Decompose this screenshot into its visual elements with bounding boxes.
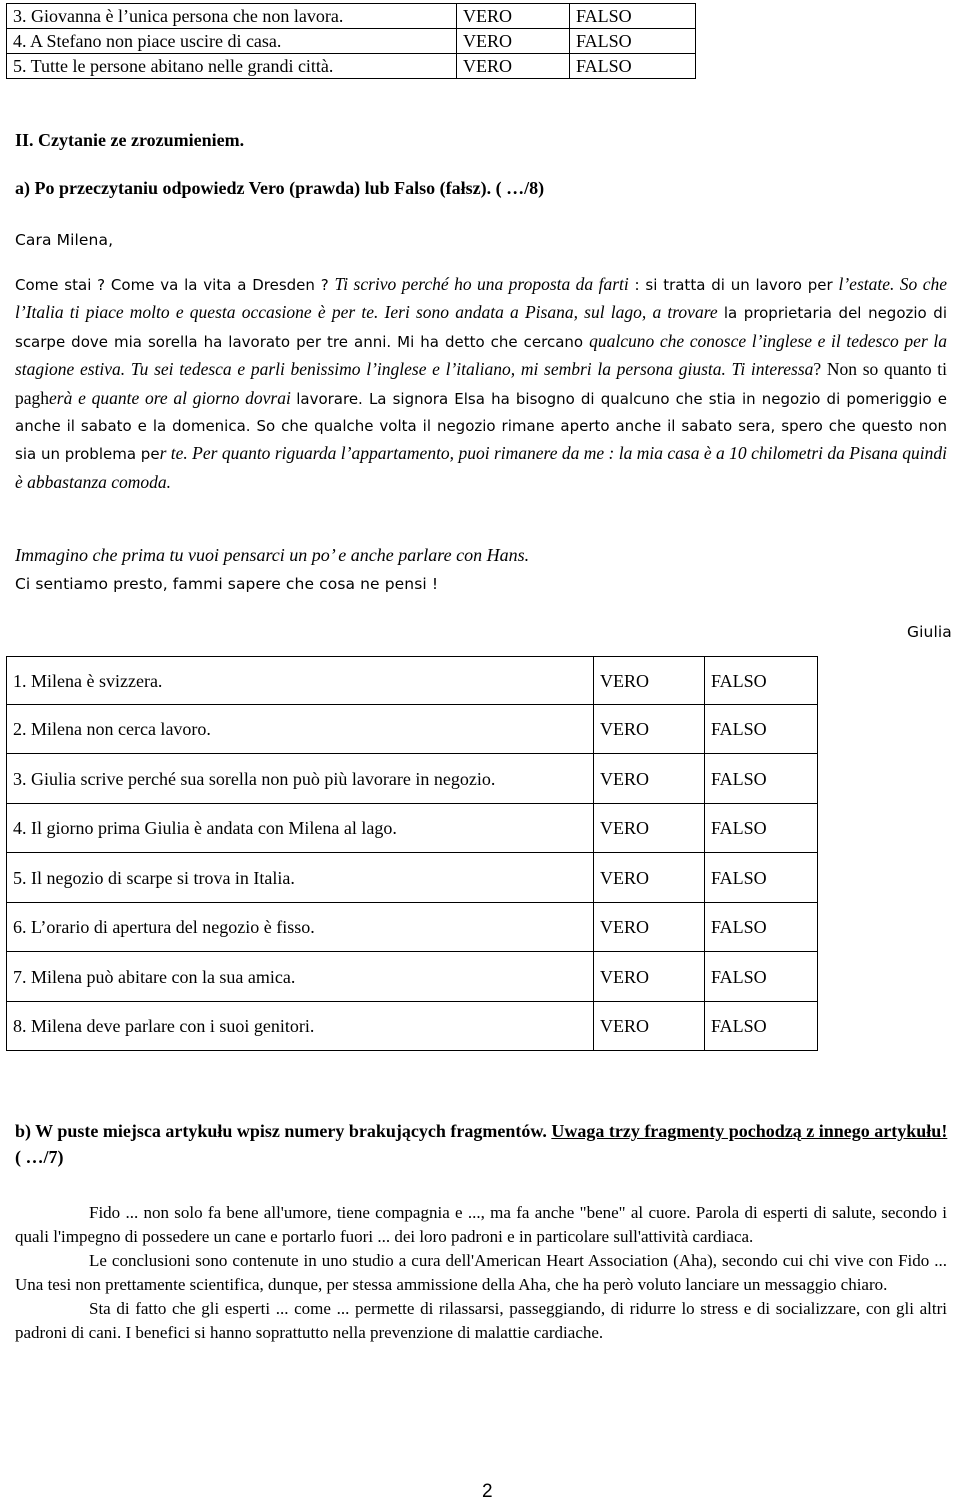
letter-text: la proprietaria del negozio di scarpe dove mia sorella ha lavorato per tre anni. Mi ha detto che cercano bbox=[15, 304, 947, 351]
statement-cell: 4. Il giorno prima Giulia è andata con Milena al lago. bbox=[7, 804, 594, 853]
letter-closing-italic: Immagino che prima tu vuoi pensarci un po’ e anche parlare con Hans. bbox=[15, 545, 530, 565]
task-a-instruction: a) Po przeczytaniu odpowiedz Vero (prawda) lub Falso (fałsz). ( …/8) bbox=[15, 178, 545, 198]
task-b-warning: Uwaga trzy fragmenty pochodzą z innego artykułu! bbox=[551, 1121, 948, 1141]
letter-salutation: Cara Milena, bbox=[15, 231, 114, 249]
article-paragraph: Sta di fatto che gli esperti ... come ... permette di rilassarsi, passeggiando, di ridurre lo stress e di socializzare, con gli altri padroni di cani. I benefici si hanno soprattutto nella prevenzione di malattie cardiache. bbox=[15, 1299, 947, 1342]
falso-cell: FALSO bbox=[705, 705, 818, 754]
statement-cell: 5. Il negozio di scarpe si trova in Italia. bbox=[7, 853, 594, 903]
letter-text: : si tratta di un lavoro per bbox=[628, 276, 839, 294]
vero-cell: VERO bbox=[457, 4, 570, 29]
statement-cell: 6. L’orario di apertura del negozio è fisso. bbox=[7, 903, 594, 952]
letter-text: ? Non so quanto ti pagh bbox=[15, 359, 947, 408]
vero-cell: VERO bbox=[594, 657, 705, 705]
letter-text: qualcuno che conosce l’inglese e il tedesco per la stagione estiva. Tu sei tedesca e parli benissimo l’inglese e l’italiano, mi sembri la persona giusta. Ti interessa bbox=[15, 330, 947, 380]
falso-cell: FALSO bbox=[705, 804, 818, 853]
task-b-points: ( …/7) bbox=[15, 1147, 64, 1167]
vero-cell: VERO bbox=[594, 853, 705, 903]
statement-cell: 2. Milena non cerca lavoro. bbox=[7, 705, 594, 754]
table-row bbox=[7, 705, 818, 754]
statement-cell: 5. Tutte le persone abitano nelle grandi città. bbox=[7, 54, 457, 79]
table-row bbox=[7, 853, 818, 903]
letter-signature: Giulia bbox=[907, 623, 952, 641]
statement-cell: 1. Milena è svizzera. bbox=[7, 657, 594, 705]
falso-cell: FALSO bbox=[570, 54, 696, 79]
task-b-text: b) W puste miejsca artykułu wpisz numery brakujących fragmentów. bbox=[15, 1121, 552, 1141]
quiz-true-false-table bbox=[6, 656, 818, 1051]
table-row bbox=[7, 4, 696, 29]
table-row bbox=[7, 29, 696, 54]
falso-cell: FALSO bbox=[705, 903, 818, 952]
table-row bbox=[7, 952, 818, 1002]
falso-cell: FALSO bbox=[570, 4, 696, 29]
falso-cell: FALSO bbox=[705, 952, 818, 1002]
falso-cell: FALSO bbox=[570, 29, 696, 54]
vero-cell: VERO bbox=[594, 705, 705, 754]
vero-cell: VERO bbox=[594, 804, 705, 853]
article-paragraph: Fido ... non solo fa bene all'umore, tiene compagnia e ..., ma fa anche "bene" al cuore. Parola di esperti di salute, secondo i quali l'impegno di possedere un cane e portarlo fuori ... dei loro padroni e in particolare sull'attività cardiaca. bbox=[15, 1203, 947, 1246]
statement-cell: 7. Milena può abitare con la sua amica. bbox=[7, 952, 594, 1002]
vero-cell: VERO bbox=[594, 952, 705, 1002]
letter-text: lavorare. La signora Elsa ha bisogno di qualcuno che stia in negozio di pomeriggio e anche il sabato e la domenica. So che qualche volta il negozio rimane aperto anche il sabato sera, spero che questo non sia un problema pe bbox=[15, 389, 947, 464]
vero-cell: VERO bbox=[457, 29, 570, 54]
table-row bbox=[7, 754, 818, 804]
fido-article bbox=[15, 1201, 947, 1345]
table-row bbox=[7, 657, 818, 705]
article-paragraph: Le conclusioni sono contenute in uno studio a cura dell'American Heart Association (Aha), secondo cui chi vive con Fido ... Una tesi non prettamente scientifica, dunque, per stessa ammissione della Aha, che ha però voluto lanciare un messaggio chiaro. bbox=[15, 1251, 947, 1294]
table-row bbox=[7, 54, 696, 79]
falso-cell: FALSO bbox=[705, 1002, 818, 1051]
table-row bbox=[7, 1002, 818, 1051]
vero-cell: VERO bbox=[594, 754, 705, 804]
table-row bbox=[7, 903, 818, 952]
page-number: 2 bbox=[482, 1481, 493, 1502]
letter-closing: Ci sentiamo presto, fammi sapere che cosa ne pensi ! bbox=[15, 575, 439, 593]
falso-cell: FALSO bbox=[705, 853, 818, 903]
letter-text: erà e quante ore al giorno dovrai bbox=[49, 387, 291, 408]
statement-cell: 3. Giovanna è l’unica persona che non lavora. bbox=[7, 4, 457, 29]
task-b-instruction bbox=[15, 1118, 950, 1170]
top-true-false-table bbox=[6, 3, 696, 79]
falso-cell: FALSO bbox=[705, 754, 818, 804]
table-row bbox=[7, 804, 818, 853]
falso-cell: FALSO bbox=[705, 657, 818, 705]
statement-cell: 8. Milena deve parlare con i suoi genitori. bbox=[7, 1002, 594, 1051]
letter-body bbox=[15, 271, 947, 497]
letter-text: Come stai ? Come va la vita a Dresden ? bbox=[15, 276, 335, 294]
section-heading: II. Czytanie ze zrozumieniem. bbox=[15, 130, 245, 150]
vero-cell: VERO bbox=[594, 1002, 705, 1051]
vero-cell: VERO bbox=[457, 54, 570, 79]
letter-text: r te. Per quanto riguarda l’appartamento, puoi rimanere da me : la mia casa è a 10 chilometri da Pisana quindi è abbastanza comoda. bbox=[15, 443, 948, 492]
statement-cell: 4. A Stefano non piace uscire di casa. bbox=[7, 29, 457, 54]
letter-text: Ti scrivo perché ho una proposta da farti bbox=[334, 274, 629, 294]
vero-cell: VERO bbox=[594, 903, 705, 952]
letter-text: l’estate. So che l’Italia ti piace molto e questa occasione è per te. Ieri sono andata a Pisana, sul lago, a trovare bbox=[15, 274, 947, 323]
statement-cell: 3. Giulia scrive perché sua sorella non può più lavorare in negozio. bbox=[7, 754, 594, 804]
